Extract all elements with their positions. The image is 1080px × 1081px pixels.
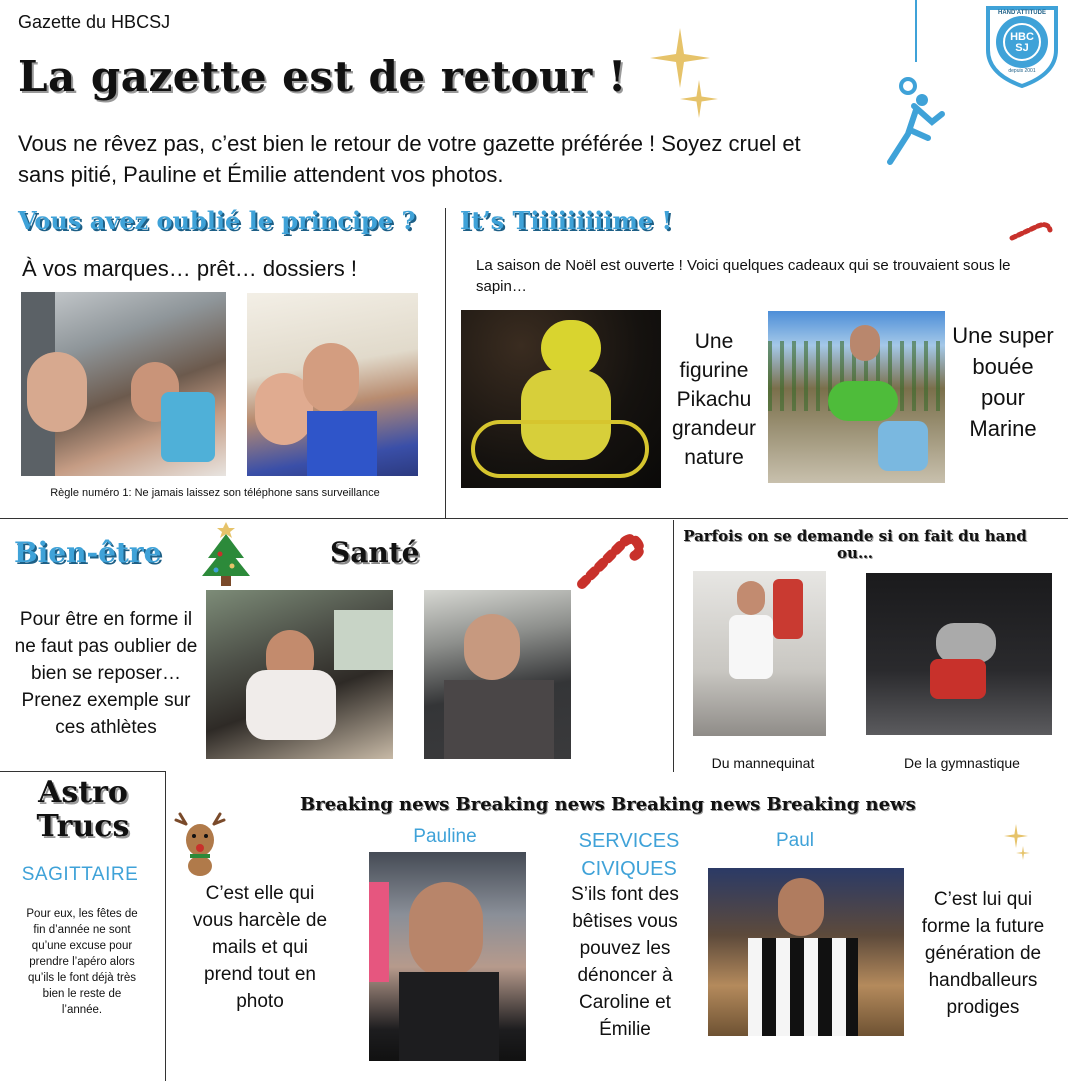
divider-vertical-top [445, 208, 446, 518]
health-title: Santé [330, 536, 420, 569]
wellbeing-title: Bien-être [14, 536, 162, 569]
sleeping-athlete-photo-1 [206, 590, 393, 759]
sparkle-icon [650, 28, 710, 88]
divider-vertical-mid [673, 520, 674, 772]
astro-title-1: Astro [38, 775, 128, 810]
hanging-line [915, 0, 917, 62]
paul-text: C’est lui qui forme la future génération de handballeurs prodiges [921, 889, 1045, 1018]
sparkle-icon [680, 80, 718, 118]
divider-horizontal-mid [0, 518, 1068, 519]
hand-title: Parfois on se demande si on fait du hand ou… [683, 527, 1027, 562]
services-title-2: CIVIQUES [581, 858, 677, 880]
principle-caption: Règle numéro 1: Ne jamais laissez son téléphone sans surveillance [50, 487, 380, 499]
christmas-tree-icon [198, 520, 254, 590]
christmas-title: It’s Tiiiiiiiiime ! [460, 206, 673, 235]
wellbeing-text: Pour être en forme il ne faut pas oublier de bien se reposer… Prenez exemple sur ces athlètes [14, 609, 198, 738]
hand-caption-2: De la gymnastique [904, 755, 1020, 771]
club-logo [982, 4, 1062, 88]
float-ring-photo [768, 311, 945, 483]
sleeping-athlete-photo-2 [424, 590, 571, 759]
kicker: Gazette du HBCSJ [18, 12, 171, 32]
reindeer-icon [172, 810, 228, 876]
services-title-1: SERVICES [578, 830, 680, 852]
astro-sign: SAGITTAIRE [21, 864, 139, 885]
candy-cane-icon [1008, 218, 1054, 242]
principle-title: Vous avez oublié le principe ? [18, 206, 416, 235]
modeling-photo [693, 571, 826, 736]
logo-bottom-text: depuis 2001 [1008, 68, 1036, 74]
candy-cane-icon [574, 526, 646, 592]
logo-letters: HBC SJ [1010, 31, 1034, 54]
hand-caption-1: Du mannequinat [711, 755, 815, 771]
sparkle-icon [1016, 846, 1030, 860]
pauline-text: C’est elle qui vous harcèle de mails et qui prend tout en photo [192, 883, 328, 1012]
team-selfie-photo [21, 292, 226, 476]
astro-text: Pour eux, les fêtes de fin d’année ne sont qu’une excuse pour prendre l’apéro alors qu’ils le font déjà très bien le reste de l’année. [26, 908, 138, 1016]
gymnastics-photo [866, 573, 1052, 735]
services-text: S’ils font des bêtises vous pouvez les dénoncer à Caroline et Émilie [571, 884, 679, 1040]
pikachu-costume-photo [461, 310, 661, 488]
pauline-name: Pauline [413, 826, 477, 847]
astro-title-2: Trucs [36, 809, 130, 844]
selfie-photo-2 [247, 293, 418, 476]
pauline-photo [369, 852, 526, 1061]
christmas-intro: La saison de Noël est ouverte ! Voici quelques cadeaux qui se trouvaient sous le sapin… [476, 257, 1011, 295]
intro-text: Vous ne rêvez pas, c’est bien le retour de votre gazette préférée ! Soyez cruel et sans pitié, Pauline et Émilie attendent vos photos. [18, 131, 801, 187]
gift1-text: Une figurine Pikachu grandeur nature [671, 330, 757, 469]
paul-name: Paul [775, 830, 815, 851]
sparkle-icon [1004, 824, 1028, 848]
paul-photo [708, 868, 904, 1036]
principle-subtitle: À vos marques… prêt… dossiers ! [22, 256, 358, 281]
gift2-text: Une super bouée pour Marine [952, 323, 1054, 441]
logo-top-text: HAND'ATTITUDE [998, 10, 1046, 16]
handball-player-icon [882, 76, 948, 168]
breaking-title: Breaking news Breaking news Breaking news Breaking news [300, 794, 916, 815]
page-title: La gazette est de retour ! [18, 52, 627, 101]
